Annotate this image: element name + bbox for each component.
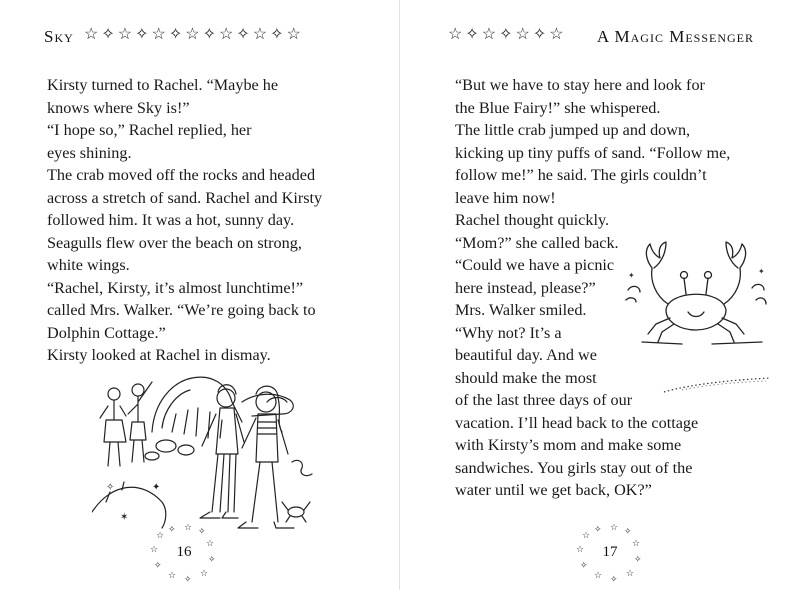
sand-sparkle-icon: ✦ <box>758 267 765 276</box>
text-line: across a stretch of sand. Rachel and Kirsty <box>47 188 323 207</box>
text-line: knows where Sky is!” <box>47 98 190 117</box>
text-line: “Could we have a picnic <box>455 256 615 274</box>
left-page-folio <box>144 524 224 584</box>
svg-text:✧: ✧ <box>198 527 206 537</box>
text-line: “Why not? It’s a <box>455 323 562 342</box>
right-page <box>400 0 800 590</box>
text-line: beautiful day. And we <box>455 346 597 364</box>
sand-sparkle-icon: ✦ <box>152 482 161 493</box>
text-line: with Kirsty’s mom and make some <box>455 436 682 454</box>
right-header-stars: ☆✧☆✧☆✧☆ <box>448 26 567 43</box>
text-line: Dolphin Cottage.” <box>47 323 166 342</box>
text-line: Kirsty looked at Rachel in dismay. <box>47 346 271 364</box>
sand-trail-illustration <box>662 372 772 396</box>
svg-text:✧: ✧ <box>594 525 602 535</box>
svg-text:✧: ✧ <box>634 555 642 565</box>
svg-text:✧: ✧ <box>184 575 192 584</box>
text-line: leave him now! <box>455 188 556 207</box>
starfish-icon: ✶ <box>120 512 129 523</box>
text-line: Kirsty turned to Rachel. “Maybe he <box>47 76 279 94</box>
text-line: vacation. I’ll head back to the cottage <box>455 413 699 432</box>
text-line: followed him. It was a hot, sunny day. <box>47 211 295 229</box>
sand-sparkle-icon: ✦ <box>628 271 635 280</box>
text-line: Mrs. Walker smiled. <box>455 301 587 319</box>
svg-text:☆: ☆ <box>168 571 177 581</box>
text-line: sandwiches. You girls stay out of the <box>455 458 693 477</box>
svg-text:☆: ☆ <box>576 545 585 555</box>
svg-text:✧: ✧ <box>168 525 176 535</box>
svg-text:☆: ☆ <box>632 539 641 549</box>
text-line: The crab moved off the rocks and headed <box>47 166 316 184</box>
text-line: the Blue Fairy!” she whispered. <box>455 98 661 117</box>
right-page-folio <box>570 524 650 584</box>
svg-text:✧: ✧ <box>208 555 216 565</box>
svg-text:☆: ☆ <box>206 539 215 549</box>
text-line: here instead, please?” <box>455 278 596 297</box>
text-line: eyes shining. <box>47 143 132 162</box>
text-line: water until we get back, OK?” <box>455 481 652 499</box>
left-header-stars: ☆✧☆✧☆✧☆✧☆✧☆✧☆ <box>84 26 304 43</box>
text-line: follow me!” he said. The girls couldn’t <box>455 166 707 184</box>
crab-illustration <box>622 238 772 348</box>
beach-girls-illustration <box>92 362 332 532</box>
svg-text:✧: ✧ <box>624 527 632 537</box>
text-line: of the last three days of our <box>455 391 633 409</box>
text-line: “But we have to stay here and look for <box>455 76 705 94</box>
svg-text:☆: ☆ <box>150 545 159 555</box>
text-line: kicking up tiny puffs of sand. “Follow me, <box>455 143 731 162</box>
svg-text:✧: ✧ <box>154 561 162 571</box>
svg-text:☆: ☆ <box>626 569 635 579</box>
text-line: The little crab jumped up and down, <box>455 121 691 139</box>
text-line: Seagulls flew over the beach on strong, <box>47 233 302 252</box>
left-page-number: 16 <box>176 544 192 560</box>
svg-text:☆: ☆ <box>610 524 619 533</box>
svg-text:☆: ☆ <box>184 524 193 533</box>
svg-text:☆: ☆ <box>582 531 591 541</box>
svg-text:☆: ☆ <box>200 569 209 579</box>
text-line: “I hope so,” Rachel replied, her <box>47 121 252 139</box>
svg-text:☆: ☆ <box>156 531 165 541</box>
right-running-head: A Magic Messenger <box>596 27 754 46</box>
left-running-head: Sky <box>44 27 74 46</box>
text-line: “Mom?” she called back. <box>455 233 619 252</box>
text-line: “Rachel, Kirsty, it’s almost lunchtime!” <box>47 278 304 297</box>
svg-text:☆: ☆ <box>594 571 603 581</box>
right-page-number: 17 <box>602 544 618 560</box>
left-body-text <box>47 74 322 367</box>
svg-text:✧: ✧ <box>580 561 588 571</box>
text-line: called Mrs. Walker. “We’re going back to <box>47 301 316 319</box>
sand-sparkle-icon: ✧ <box>106 482 115 493</box>
text-line: white wings. <box>47 256 130 274</box>
svg-text:✧: ✧ <box>610 575 618 584</box>
text-line: Rachel thought quickly. <box>455 211 610 229</box>
text-line: should make the most <box>455 368 597 387</box>
